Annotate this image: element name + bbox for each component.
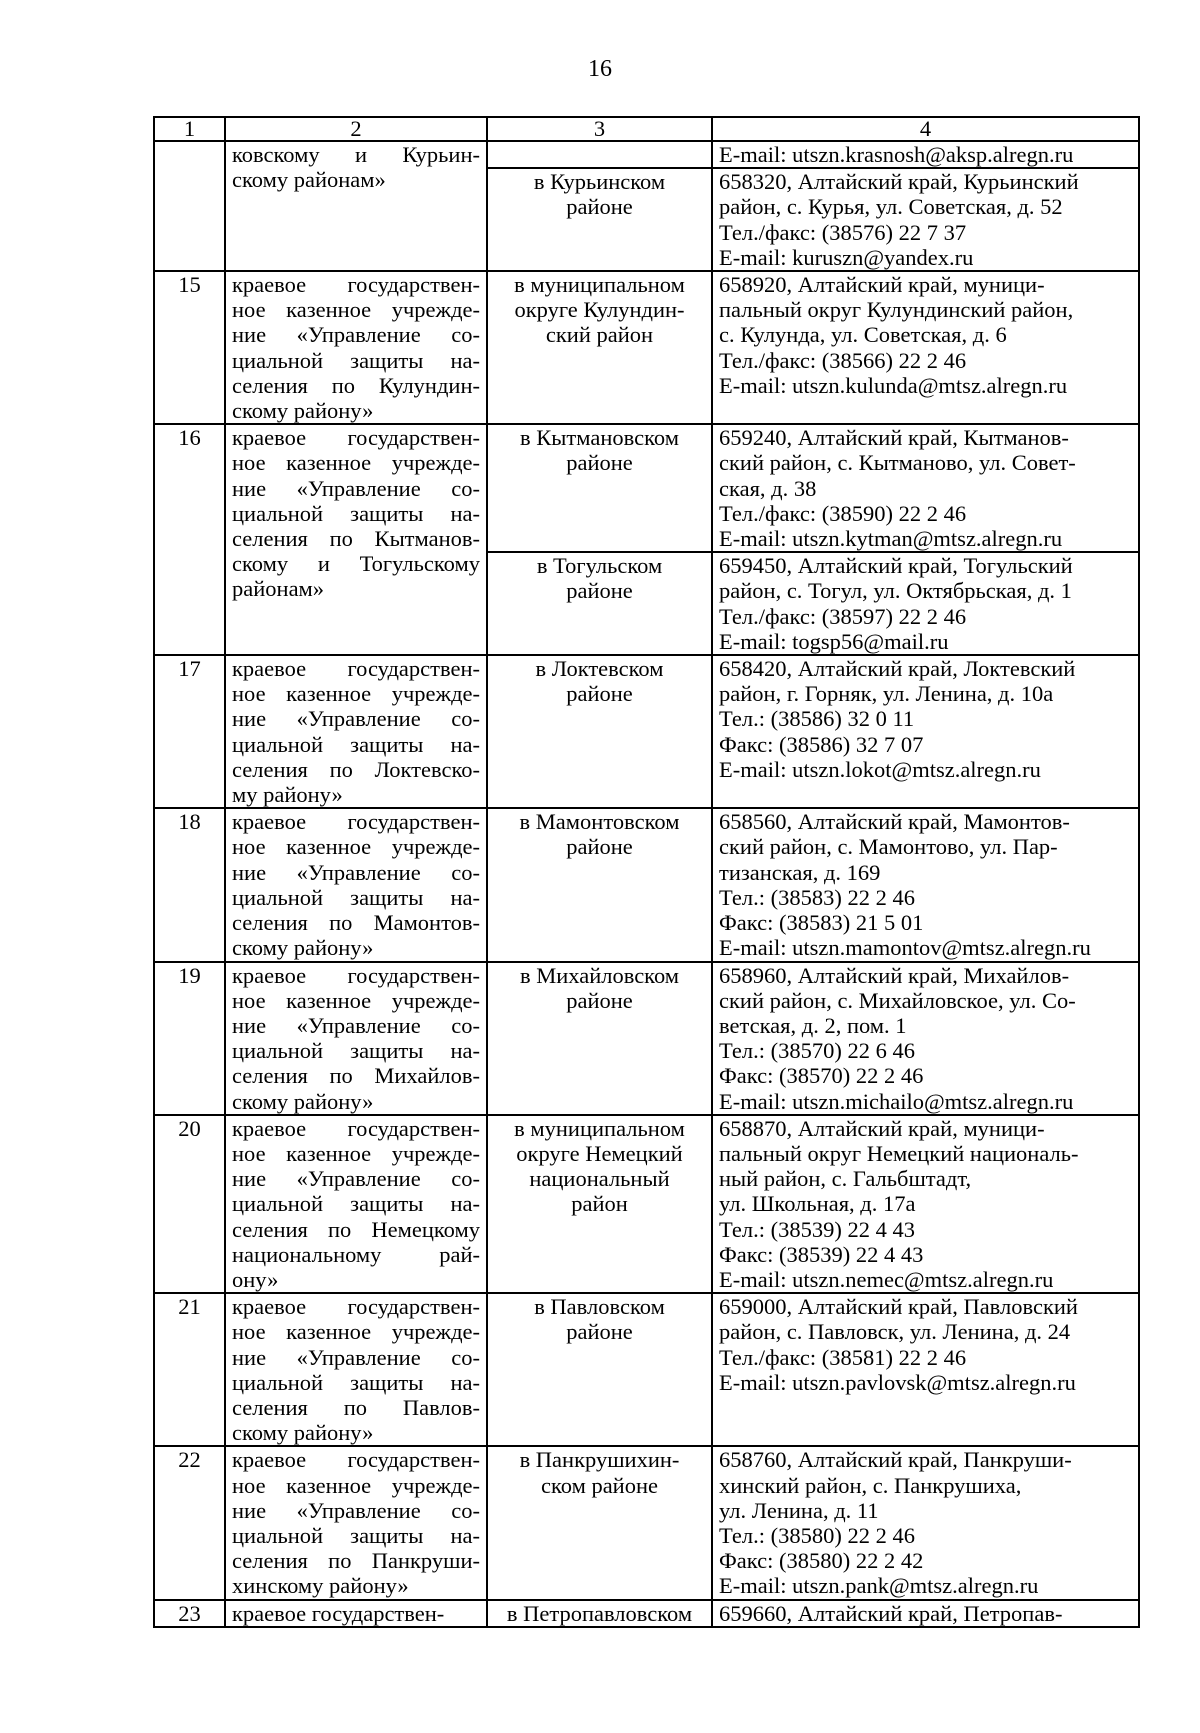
text-line: ние «Управление со- bbox=[232, 1497, 480, 1523]
text-line: циальной защиты на- bbox=[232, 347, 480, 373]
page-number: 16 bbox=[588, 56, 612, 82]
table-row bbox=[154, 1115, 1139, 1293]
text-line: район, с. Павловск, ул. Ленина, д. 24 bbox=[719, 1319, 1071, 1345]
row-number-cell bbox=[154, 1600, 225, 1627]
contact-cell bbox=[712, 1600, 1139, 1627]
text-line: ский район, с. Мамонтово, ул. Пар- bbox=[719, 834, 1058, 860]
text-line: Тел.: (38570) 22 6 46 bbox=[719, 1038, 915, 1064]
text-line: тизанская, д. 169 bbox=[719, 859, 881, 885]
text-line: ветская, д. 2, пом. 1 bbox=[719, 1012, 907, 1038]
text-line: E-mail: utszn.krasnosh@aksp.alregn.ru bbox=[719, 142, 1074, 167]
text-line: ский район bbox=[545, 322, 654, 348]
text-line: Факс: (38583) 21 5 01 bbox=[719, 910, 924, 936]
text-line: Тел./факс: (38581) 22 2 46 bbox=[719, 1344, 967, 1370]
text-line: скому и Тогульскому bbox=[232, 551, 480, 577]
text-line: краевое государствен- bbox=[232, 425, 480, 451]
district-cell bbox=[487, 552, 712, 655]
contact-cell bbox=[712, 655, 1139, 808]
table-row bbox=[154, 1446, 1139, 1599]
text-line: ние «Управление со- bbox=[232, 706, 480, 732]
district-cell bbox=[487, 1446, 712, 1599]
text-line: E-mail: utszn.michailo@mtsz.alregn.ru bbox=[719, 1088, 1074, 1114]
text-line: в муниципальном bbox=[514, 272, 685, 298]
text-line: Тел./факс: (38576) 22 7 37 bbox=[719, 219, 967, 245]
text-line: пальный округ Кулундинский район, bbox=[719, 297, 1074, 323]
text-line: краевое государствен- bbox=[232, 1447, 480, 1473]
text-line: 658760, Алтайский край, Панкруши- bbox=[719, 1447, 1072, 1473]
text-line: национальный bbox=[529, 1166, 670, 1192]
table-header-row bbox=[154, 117, 1139, 141]
text-line: в Михайловском bbox=[519, 962, 680, 988]
contact-cell bbox=[712, 552, 1139, 655]
text-line: циальной защиты на- bbox=[232, 1038, 480, 1064]
header-col-3: 3 bbox=[487, 117, 712, 141]
text-line: Факс: (38570) 22 2 46 bbox=[719, 1063, 924, 1089]
text-line: в Локтевском bbox=[535, 656, 664, 682]
text-line: скому району» bbox=[232, 1420, 374, 1446]
text-line: 658920, Алтайский край, муници- bbox=[719, 272, 1045, 298]
text-line: краевое государствен- bbox=[232, 1115, 480, 1141]
text-line: ное казенное учрежде- bbox=[232, 681, 480, 707]
text-line: селения по Михайлов- bbox=[232, 1063, 480, 1089]
text-line: E-mail: kuruszn@yandex.ru bbox=[719, 244, 974, 270]
text-line: циальной защиты на- bbox=[232, 500, 480, 526]
text-line: Тел.: (38583) 22 2 46 bbox=[719, 884, 915, 910]
institution-cell bbox=[225, 1293, 487, 1446]
text-line: краевое государствен- bbox=[232, 272, 480, 298]
text-line: циальной защиты на- bbox=[232, 731, 480, 757]
table-row bbox=[154, 424, 1139, 552]
institution-cell bbox=[225, 1446, 487, 1599]
text-line: Факс: (38586) 32 7 07 bbox=[719, 731, 924, 757]
text-line: циальной защиты на- bbox=[232, 1522, 480, 1548]
text-line: селения по Павлов- bbox=[232, 1394, 480, 1420]
text-line: 658870, Алтайский край, муници- bbox=[719, 1115, 1045, 1141]
contact-cell bbox=[712, 1446, 1139, 1599]
text-line: 658960, Алтайский край, Михайлов- bbox=[719, 962, 1070, 988]
institution-cell bbox=[225, 424, 487, 655]
services-table bbox=[153, 116, 1140, 1628]
text-line: ное казенное учрежде- bbox=[232, 450, 480, 476]
text-line: хинский район, с. Панкрушиха, bbox=[719, 1472, 1022, 1498]
text-line: 659450, Алтайский край, Тогульский bbox=[719, 553, 1073, 579]
text-line: с. Кулунда, ул. Советская, д. 6 bbox=[719, 322, 1007, 348]
table-row bbox=[154, 1293, 1139, 1446]
text-line: Тел./факс: (38590) 22 2 46 bbox=[719, 500, 967, 526]
text-line: ский район, с. Михайловское, ул. Со- bbox=[719, 987, 1076, 1013]
district-cell bbox=[487, 271, 712, 424]
text-line: селения по Локтевско- bbox=[232, 756, 480, 782]
text-line: ский район, с. Кытманово, ул. Совет- bbox=[719, 450, 1076, 476]
text-line: Тел./факс: (38597) 22 2 46 bbox=[719, 603, 967, 629]
text-line: в Мамонтовском bbox=[519, 809, 680, 835]
text-line: Тел.: (38586) 32 0 11 bbox=[719, 706, 915, 732]
institution-cell bbox=[225, 655, 487, 808]
text-line: в Курьинском bbox=[533, 169, 666, 195]
text-line: ное казенное учрежде- bbox=[232, 1140, 480, 1166]
text-line: селения по Кытманов- bbox=[232, 526, 480, 552]
text-line: 19 bbox=[178, 962, 201, 988]
text-line: ние «Управление со- bbox=[232, 1344, 480, 1370]
institution-cell bbox=[225, 1600, 487, 1627]
text-line: краевое государствен- bbox=[232, 962, 480, 988]
text-line: 658420, Алтайский край, Локтевский bbox=[719, 656, 1076, 682]
text-line: Тел.: (38580) 22 2 46 bbox=[719, 1522, 915, 1548]
text-line: E-mail: utszn.kulunda@mtsz.alregn.ru bbox=[719, 372, 1068, 398]
text-line: районам» bbox=[232, 576, 325, 602]
text-line: селения по Мамонтов- bbox=[232, 910, 480, 936]
text-line: 659240, Алтайский край, Кытманов- bbox=[719, 425, 1069, 451]
text-line: селения по Немецкому bbox=[232, 1216, 480, 1242]
text-line: Тел./факс: (38566) 22 2 46 bbox=[719, 347, 967, 373]
text-line: краевое государствен- bbox=[232, 1294, 480, 1320]
contact-cell bbox=[712, 1115, 1139, 1293]
text-line: районе bbox=[566, 834, 633, 860]
text-line: циальной защиты на- bbox=[232, 884, 480, 910]
text-line: районе bbox=[566, 987, 633, 1013]
text-line: в Тогульском bbox=[536, 553, 663, 579]
text-line: скому району» bbox=[232, 398, 374, 424]
text-line: ный район, с. Гальбштадт, bbox=[719, 1166, 972, 1192]
table-row bbox=[154, 808, 1139, 961]
contact-cell bbox=[712, 962, 1139, 1115]
text-line: пальный округ Немецкий националь- bbox=[719, 1140, 1079, 1166]
text-line: E-mail: utszn.mamontov@mtsz.alregn.ru bbox=[719, 935, 1091, 961]
text-line: район, с. Курья, ул. Советская, д. 52 bbox=[719, 194, 1063, 220]
text-line: 18 bbox=[178, 809, 201, 835]
table-row bbox=[154, 271, 1139, 424]
district-cell bbox=[487, 424, 712, 552]
text-line: 15 bbox=[178, 272, 201, 298]
text-line: ное казенное учрежде- bbox=[232, 834, 480, 860]
district-cell bbox=[487, 962, 712, 1115]
text-line: Факс: (38539) 22 4 43 bbox=[719, 1241, 924, 1267]
text-line: ская, д. 38 bbox=[719, 475, 817, 501]
text-line: 23 bbox=[178, 1600, 201, 1626]
institution-cell bbox=[225, 962, 487, 1115]
text-line: краевое государствен- bbox=[232, 809, 480, 835]
text-line: ное казенное учрежде- bbox=[232, 1472, 480, 1498]
text-line: E-mail: utszn.pank@mtsz.alregn.ru bbox=[719, 1573, 1039, 1599]
text-line: ние «Управление со- bbox=[232, 859, 480, 885]
text-line: ние «Управление со- bbox=[232, 322, 480, 348]
text-line: в муниципальном bbox=[514, 1115, 685, 1141]
text-line: в Петропавловском bbox=[506, 1600, 693, 1626]
district-cell bbox=[487, 655, 712, 808]
table-row bbox=[154, 962, 1139, 1115]
contact-cell bbox=[712, 168, 1139, 271]
district-cell bbox=[487, 1293, 712, 1446]
text-line: 17 bbox=[178, 656, 201, 682]
text-line: районе bbox=[566, 681, 633, 707]
district-cell bbox=[487, 168, 712, 271]
text-line: 16 bbox=[178, 425, 201, 451]
text-line: селения по Кулундин- bbox=[232, 372, 480, 398]
row-number-cell bbox=[154, 271, 225, 424]
row-number-cell bbox=[154, 1115, 225, 1293]
text-line: ском районе bbox=[540, 1472, 658, 1498]
text-line: ул. Школьная, д. 17а bbox=[719, 1191, 916, 1217]
text-line: в Павловском bbox=[534, 1294, 665, 1320]
text-line: районе bbox=[566, 1319, 633, 1345]
text-line: Факс: (38580) 22 2 42 bbox=[719, 1548, 924, 1574]
text-line: 659000, Алтайский край, Павловский bbox=[719, 1294, 1078, 1320]
institution-cell bbox=[225, 271, 487, 424]
header-col-2: 2 bbox=[225, 117, 487, 141]
text-line: район bbox=[571, 1191, 628, 1217]
row-number-cell bbox=[154, 962, 225, 1115]
district-cell bbox=[487, 1115, 712, 1293]
text-line: скому району» bbox=[232, 1088, 374, 1114]
text-line: E-mail: utszn.pavlovsk@mtsz.alregn.ru bbox=[719, 1369, 1076, 1395]
text-line: E-mail: utszn.nemec@mtsz.alregn.ru bbox=[719, 1266, 1054, 1292]
text-line: селения по Панкруши- bbox=[232, 1548, 480, 1574]
institution-cell bbox=[225, 808, 487, 961]
contact-cell bbox=[712, 424, 1139, 552]
text-line: национальному рай- bbox=[232, 1241, 480, 1267]
row-number-cell bbox=[154, 1293, 225, 1446]
text-line: округе Кулундин- bbox=[514, 297, 685, 323]
row-number-cell bbox=[154, 808, 225, 961]
institution-cell bbox=[225, 141, 487, 271]
text-line: 658320, Алтайский край, Курьинский bbox=[719, 169, 1079, 195]
table-row bbox=[154, 1600, 1139, 1627]
text-line: циальной защиты на- bbox=[232, 1191, 480, 1217]
text-line: ное казенное учрежде- bbox=[232, 297, 480, 323]
row-number-cell bbox=[154, 141, 225, 271]
text-line: ние «Управление со- bbox=[232, 1166, 480, 1192]
text-line: E-mail: togsp56@mail.ru bbox=[719, 628, 949, 654]
text-line: ону» bbox=[232, 1266, 279, 1292]
text-line: районе bbox=[566, 194, 633, 220]
text-line: округе Немецкий bbox=[516, 1140, 683, 1166]
table-body bbox=[154, 117, 1139, 1627]
district-cell bbox=[487, 1600, 712, 1627]
text-line: в Кытмановском bbox=[520, 425, 679, 451]
text-line: район, с. Тогул, ул. Октябрьская, д. 1 bbox=[719, 578, 1072, 604]
text-line: ул. Ленина, д. 11 bbox=[719, 1497, 879, 1523]
text-line: 21 bbox=[178, 1294, 201, 1320]
header-col-4: 4 bbox=[712, 117, 1139, 141]
text-line: 659660, Алтайский край, Петропав- bbox=[719, 1600, 1063, 1626]
text-line: ковскому и Курьин- bbox=[232, 142, 480, 167]
text-line: районе bbox=[566, 450, 633, 476]
text-line: 20 bbox=[178, 1115, 201, 1141]
text-line: скому району» bbox=[232, 935, 374, 961]
table-row bbox=[154, 655, 1139, 808]
text-line: ное казенное учрежде- bbox=[232, 1319, 480, 1345]
text-line: E-mail: utszn.lokot@mtsz.alregn.ru bbox=[719, 756, 1041, 782]
text-line: хинскому району» bbox=[232, 1573, 409, 1599]
text-line: скому районам» bbox=[232, 167, 386, 193]
district-cell bbox=[487, 808, 712, 961]
text-line: му району» bbox=[232, 782, 343, 808]
text-line: Тел.: (38539) 22 4 43 bbox=[719, 1216, 915, 1242]
contact-cell bbox=[712, 271, 1139, 424]
text-line: район, г. Горняк, ул. Ленина, д. 10а bbox=[719, 681, 1054, 707]
institution-cell bbox=[225, 1115, 487, 1293]
district-cell bbox=[487, 141, 712, 168]
row-number-cell bbox=[154, 424, 225, 655]
contact-cell bbox=[712, 808, 1139, 961]
table-row-continued bbox=[154, 141, 1139, 168]
text-line: 658560, Алтайский край, Мамонтов- bbox=[719, 809, 1070, 835]
text-line: районе bbox=[566, 578, 633, 604]
row-number-cell bbox=[154, 1446, 225, 1599]
text-line: в Панкрушихин- bbox=[519, 1447, 680, 1473]
row-number-cell bbox=[154, 655, 225, 808]
text-line: E-mail: utszn.kytman@mtsz.alregn.ru bbox=[719, 526, 1063, 552]
contact-cell bbox=[712, 141, 1139, 168]
text-line: 22 bbox=[178, 1447, 201, 1473]
text-line: циальной защиты на- bbox=[232, 1369, 480, 1395]
text-line: ное казенное учрежде- bbox=[232, 987, 480, 1013]
text-line: ние «Управление со- bbox=[232, 1012, 480, 1038]
text-line: краевое государствен- bbox=[232, 656, 480, 682]
header-col-1: 1 bbox=[154, 117, 225, 141]
contact-cell bbox=[712, 1293, 1139, 1446]
text-line: ние «Управление со- bbox=[232, 475, 480, 501]
text-line: краевое государствен- bbox=[232, 1600, 445, 1626]
